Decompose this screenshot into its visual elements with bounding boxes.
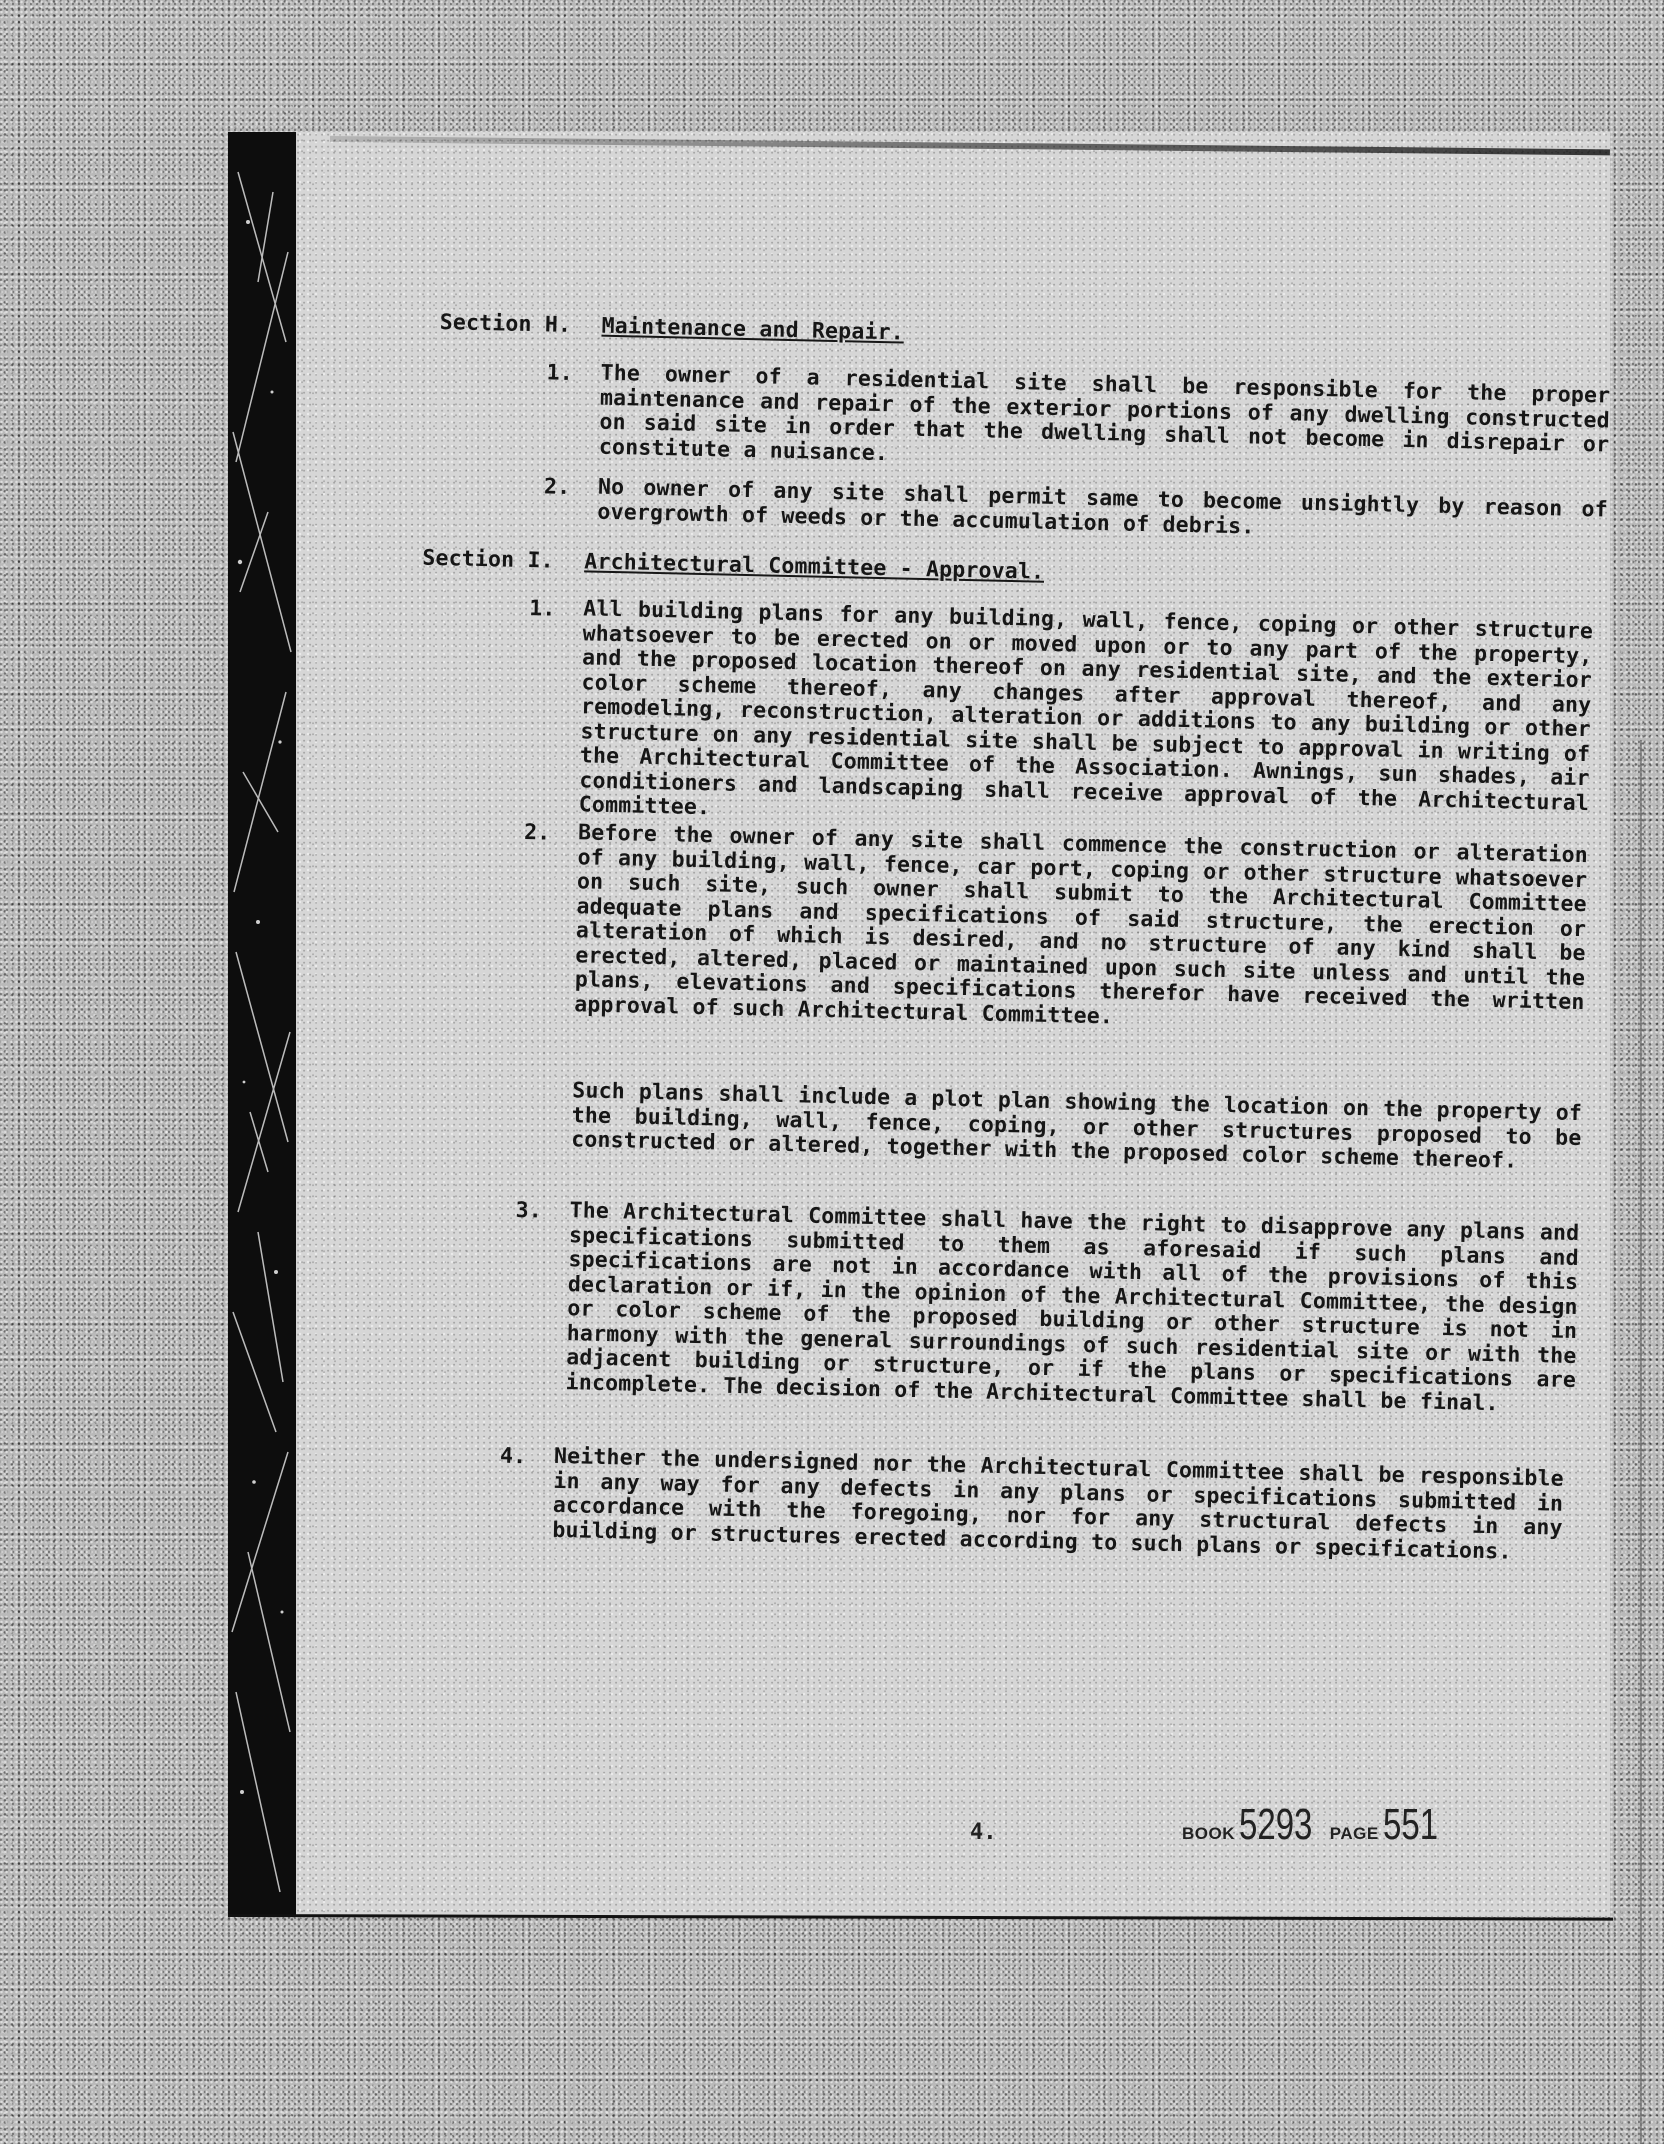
item-text: The owner of a residential site shall be responsible for the proper maintenance and repair of the exterior portions of any dwelling constructed on said site in order that the dwelling shall not become in disrepair or constitute a nuisance. [598,360,1611,466]
book-number: 5293 [1239,1800,1313,1849]
section-label: Section I. [422,545,555,574]
section-label: Section H. [439,310,572,338]
document-body [405,310,1611,1896]
list-item [528,596,1594,840]
right-edge-line [1640,740,1642,2144]
item-number: 2. [543,474,571,500]
item-number: 4. [499,1443,527,1470]
item-number: 1. [546,360,574,387]
book-label: BOOK [1182,1824,1235,1843]
section-title: Architectural Committee - Approval. [584,549,1045,585]
list-item [523,820,1589,1040]
item-number: 3. [515,1197,543,1224]
binding-strip [228,132,296,1917]
list-item [543,474,1609,548]
section-i-heading [422,546,1044,585]
item-text: The Architectural Committee shall have the right to disapprove any plans and specifications submitted to them as aforesaid if such plans and specifications are not in accordance with all of the provisions of this declaration or if, in the opinion of the Architectural Committee, the design or color scheme of the proposed building or other structure is not in harmony with the general surroundings of such residential site or with the adjacent building or structure, or if the plans or specifications are incomplete. The decision of the Architectural Committee shall be final. [565,1198,1580,1416]
page-number: 4. [970,1820,997,1845]
item-continuation-paragraph: Such plans shall include a plot plan showing the location on the property of the building, wall, fence, coping, or other structures proposed to be constructed or altered, together with the proposed color scheme thereof. [570,1078,1583,1174]
page-value: 551 [1383,1800,1439,1849]
item-text: Before the owner of any site shall commence the construction or alteration of any building, wall, fence, car port, coping or other structure whatsoever on such site, such owner shall submit to the Architectural Committee adequate plans and specifications of said structure, the erection or alteration of which is desired, and no structure of any kind shall be erected, altered, placed or maintained upon such site unless and until the plans, elevations and specifications therefor have received the written approval of such Architectural Committee. [574,820,1589,1029]
section-title: Maintenance and Repair. [601,313,905,346]
list-item [515,1197,1580,1418]
item-number: 2. [523,820,551,846]
list-item [546,360,1611,483]
list-item [499,1443,1565,1566]
item-text: No owner of any site shall permit same to become unsightly by reason of overgrowth of weeds or the accumulation of debris. [597,474,1609,540]
book-page-stamp [1182,1800,1445,1850]
item-number: 1. [528,596,556,622]
page-label: PAGE [1329,1824,1379,1843]
item-text: All building plans for any building, wall, fence, coping or other structure whatsoever to be erected on or moved upon or to any part of the property, and the proposed location thereof on any residential site, and the exterior color scheme thereof, any changes after approval thereof, and any remodeling, reconstruction, alteration or additions to any building or other structure on any residential site shall be subject to approval in writing of the Architectural Committee of the Association. Awnings, sun shades, air conditioners and landscaping shall receive approval of the Architectural Committee. [578,596,1594,821]
item-text: Neither the undersigned nor the Architectural Committee shall be responsible in any way for any defects in any plans or specifications submitted in accordance with the foregoing, nor for any structural defects in any building or structures erected according to such plans or specifications. [552,1443,1565,1565]
